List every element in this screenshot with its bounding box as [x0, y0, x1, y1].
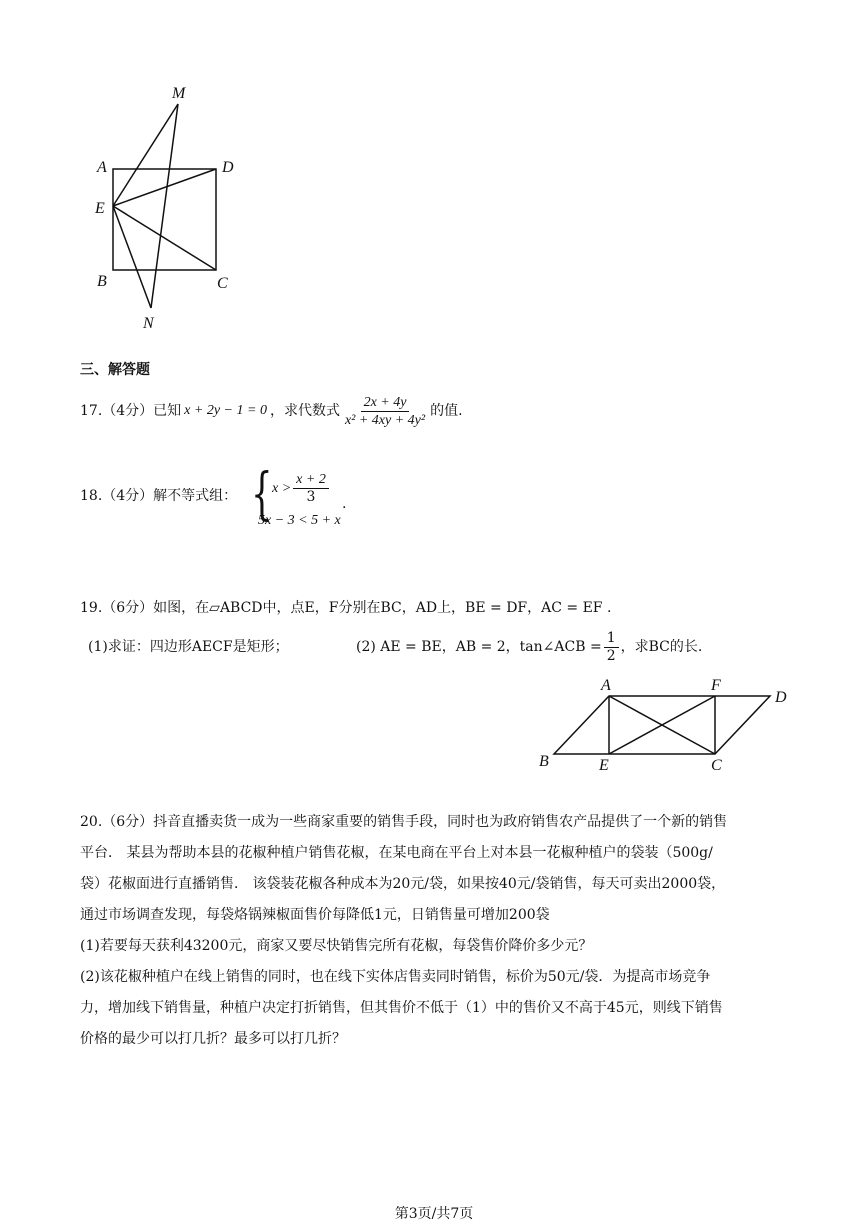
q17-fraction — [342, 394, 428, 429]
q18-ineq1-lhs: x > — [272, 480, 292, 496]
q19-tan-denominator: 2 — [606, 647, 616, 664]
q18-inequality-2: 5x − 3 < 5 + x — [258, 513, 341, 528]
q20-line: 价格的最少可以打几折？最多可以打几折？ — [80, 1031, 346, 1047]
parallelogram-figure — [535, 672, 795, 780]
question-20 — [80, 807, 800, 1055]
square-figure — [85, 78, 255, 338]
q18-inequality-1 — [272, 471, 331, 506]
q17-tail: 的值. — [430, 403, 463, 419]
page-footer: 第3页/共7页 — [394, 1206, 474, 1222]
q19-part2-a: (2) AE = BE，AB = 2，tan∠ACB = — [356, 639, 602, 655]
label-b-para: B — [539, 753, 549, 770]
q20-line: 力，增加线下销售量，种植户决定打折销售，但其售价不低于（1）中的售价又不高于45元，则线下销售 — [80, 1000, 723, 1016]
q17-mid: ，求代数式 — [269, 403, 340, 419]
q20-line: (2)该花椒种植户在线上销售的同时，也在线下实体店售卖同时销售，标价为50元/袋．为提高市场竞争 — [80, 969, 711, 985]
q20-line: 20.（6分）抖音直播卖货一成为一些商家重要的销售手段，同时也为政府销售农产品提供了一个新的销售 — [80, 814, 728, 830]
q17-condition: x + 2y − 1 = 0 — [184, 403, 267, 418]
label-f-para: F — [711, 677, 721, 694]
q20-line: (1)若要每天获利43200元，商家又要尽快销售完所有花椒，每袋售价降价多少元？ — [80, 938, 593, 954]
label-c: C — [217, 275, 228, 292]
question-17 — [80, 393, 463, 429]
label-a: A — [97, 159, 107, 176]
q17-numerator: 2x + 4y — [361, 394, 410, 412]
q19-part2-b: ，求BC的长. — [620, 639, 703, 655]
q18-tail: . — [342, 496, 347, 512]
q19-part-2 — [356, 629, 702, 665]
label-d-para: D — [775, 689, 787, 706]
q18-ineq1-fraction — [293, 471, 329, 506]
section-title: 三、解答题 — [80, 362, 150, 378]
label-a-para: A — [601, 677, 611, 694]
question-19-line-1: 19.（6分）如图，在▱ABCD中，点E，F分别在BC，AD上，BE = DF，AC = EF . — [80, 600, 612, 616]
q19-tan-numerator: 1 — [604, 630, 619, 648]
segment-em — [113, 104, 178, 206]
label-e-para: E — [599, 757, 609, 774]
label-c-para: C — [711, 757, 722, 774]
q20-line: 通过市场调查发现，每袋烙锅辣椒面售价每降低1元，日销售量可增加200袋 — [80, 907, 550, 923]
label-n: N — [143, 315, 154, 332]
q19-tan-fraction — [604, 630, 619, 665]
q20-line: 袋）花椒面进行直播销售． 该袋装花椒各种成本为20元/袋，如果按40元/袋销售，每天可卖出2000袋， — [80, 876, 726, 892]
label-b: B — [97, 273, 107, 290]
label-m: M — [172, 85, 186, 102]
segment-en — [113, 206, 151, 308]
question-18-number: 18.（4分）解不等式组： — [80, 488, 238, 504]
q17-denominator: x² + 4xy + 4y² — [344, 412, 426, 428]
segment-mn — [151, 104, 178, 308]
q18-ineq1-numerator: x + 2 — [293, 471, 329, 489]
system-brace: { — [251, 462, 273, 527]
label-d: D — [222, 159, 234, 176]
segment-ec — [113, 206, 216, 270]
square-abcd — [113, 169, 216, 270]
q17-number: 17.（4分）已知 — [80, 403, 182, 419]
q18-ineq1-denominator: 3 — [306, 489, 316, 505]
label-e: E — [95, 200, 105, 217]
q20-line: 平台． 某县为帮助本县的花椒种植户销售花椒，在某电商在平台上对本县一花椒种植户的袋装（500g/ — [80, 845, 713, 861]
q19-part-1: (1)求证：四边形AECF是矩形； — [88, 639, 289, 655]
